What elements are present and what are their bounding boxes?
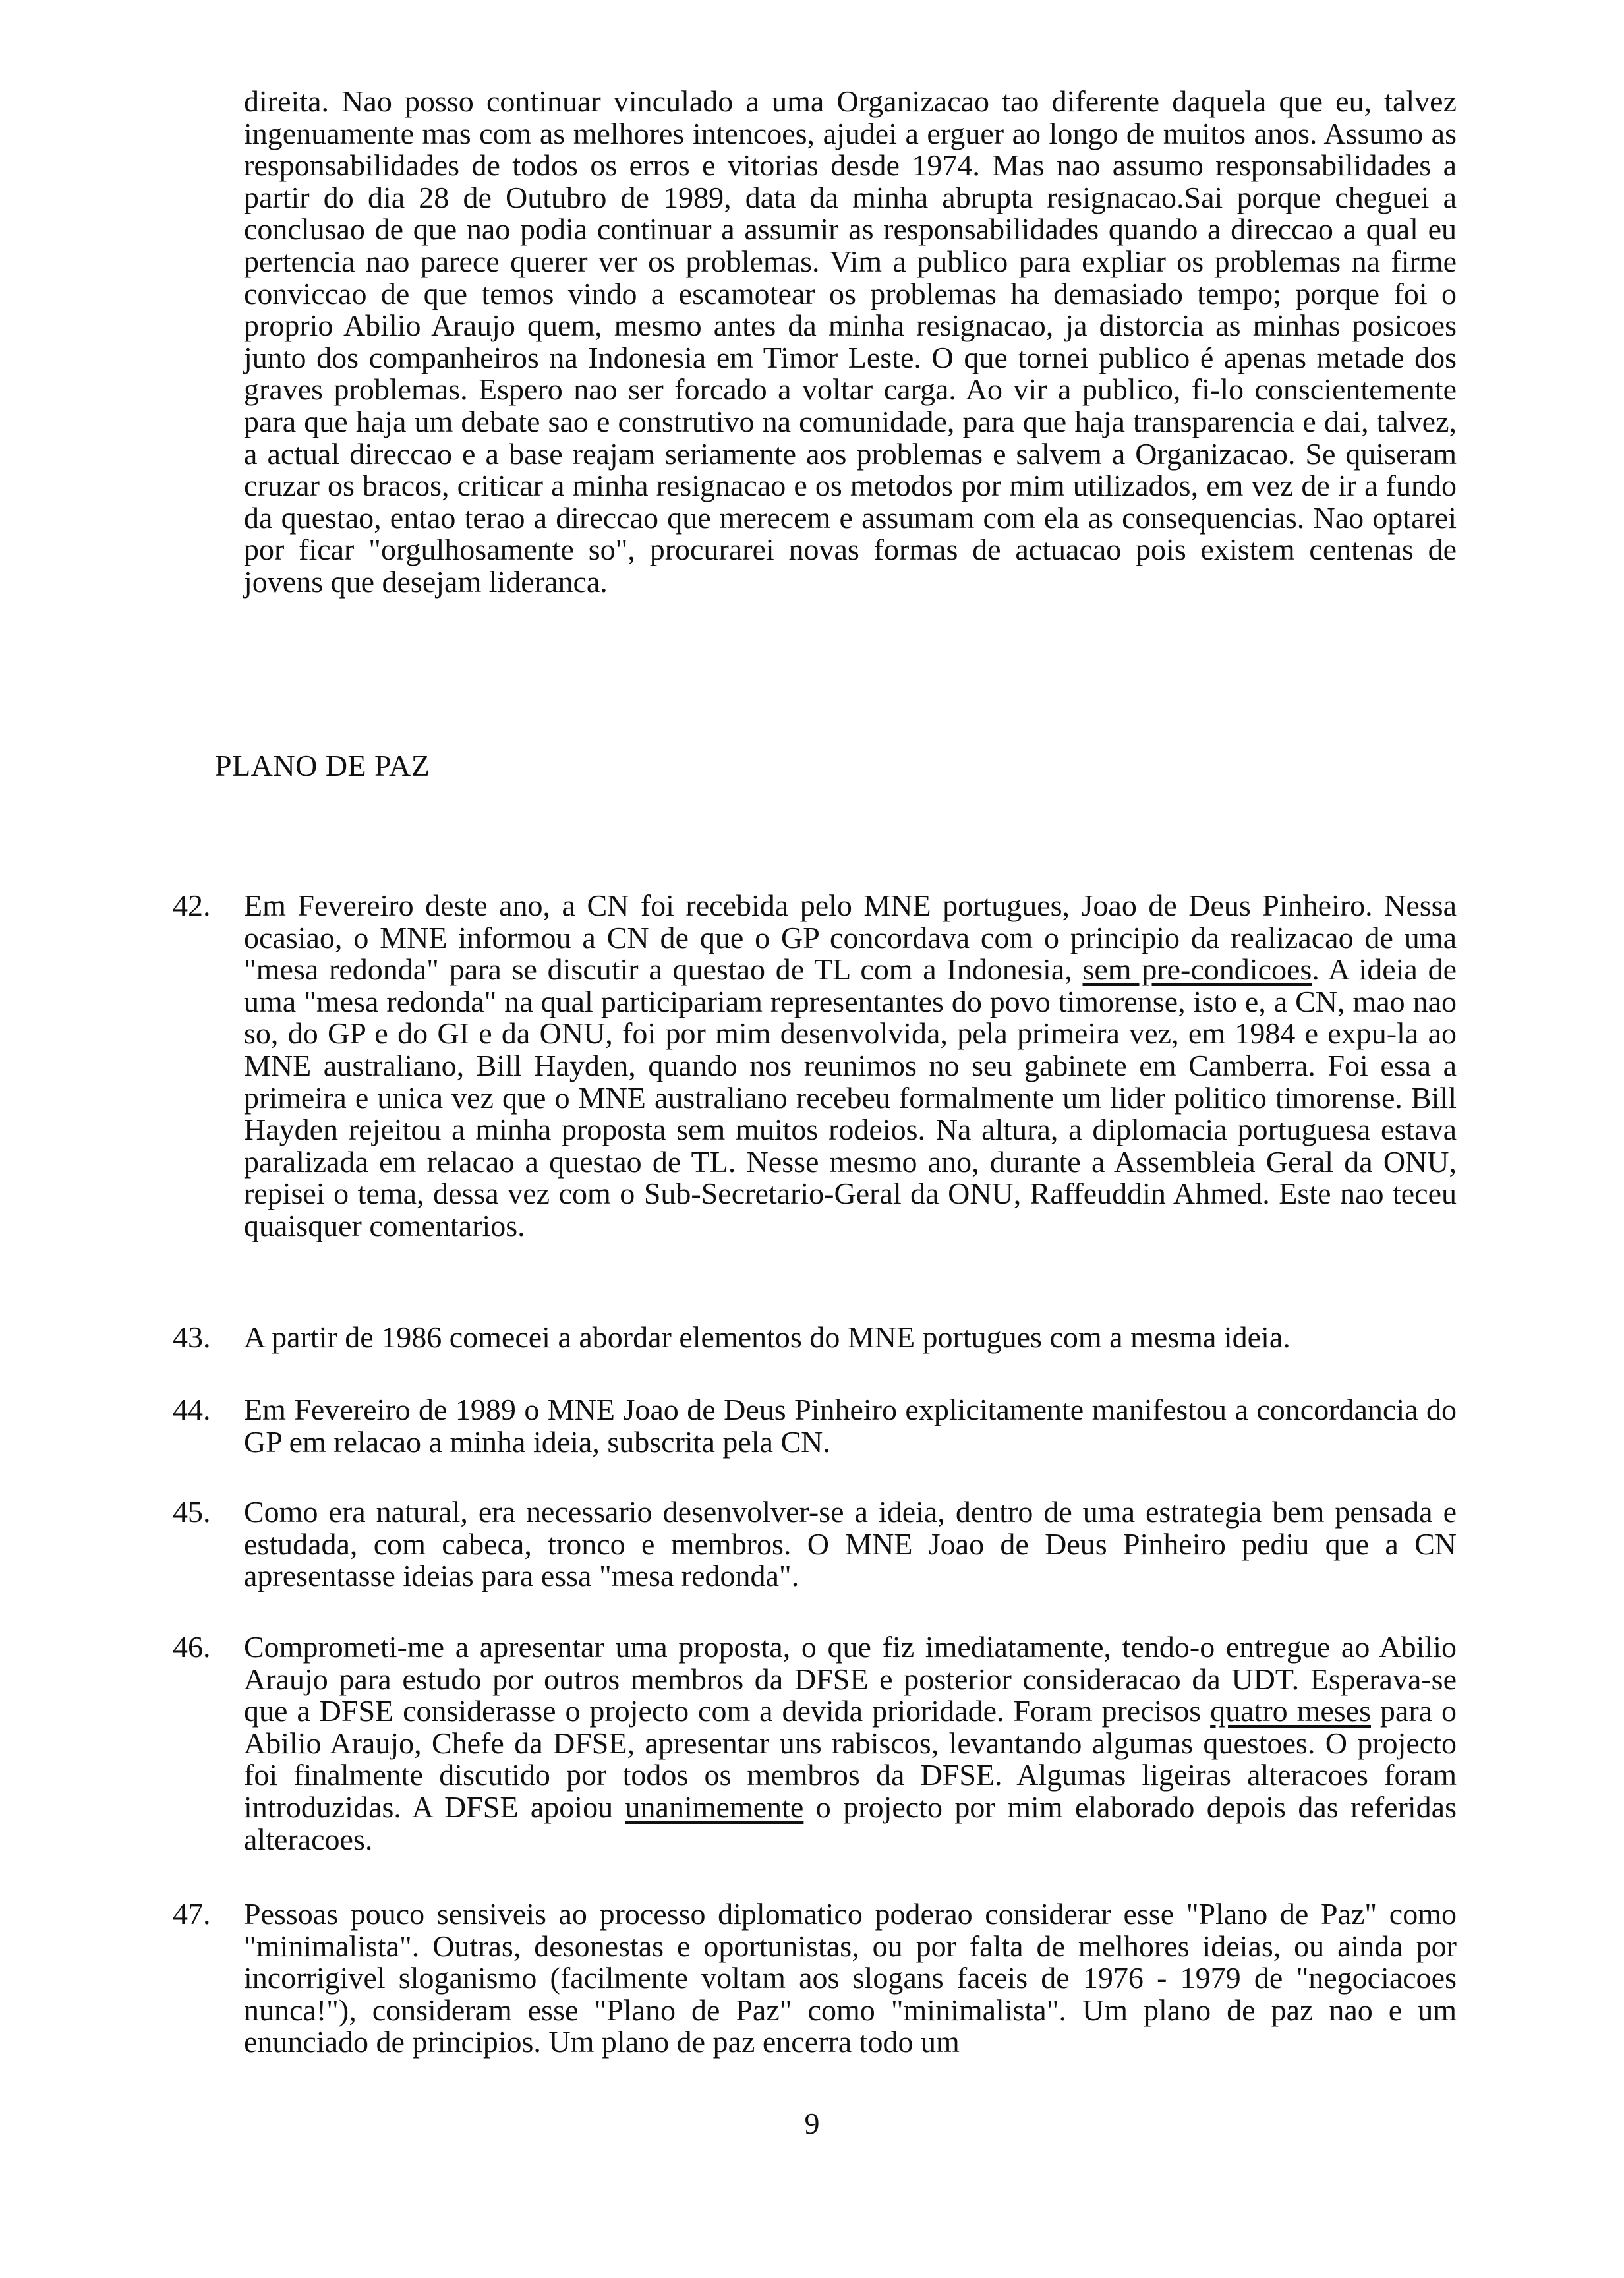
paragraph-text-part: . A ideia de uma "mesa redonda" na qual participariam representantes do povo timorense, isto e, a CN, mao nao so, do GP e do GI e da ONU, foi por mim desenvolvida, pela primeira vez, em 1984 e expu-la ao MNE australiano, Bill Hayden, quando nos reunimos no seu gabinete em Camberra. Foi essa a primeira e unica vez que o MNE australiano recebeu formalmente um lider politico timorense. Bill Hayden rejeitou a minha proposta sem muitos rodeios. Na altura, a diplomacia portuguesa estava paralizada em relacao a questao de TL. Nesse mesmo ano, durante a Assembleia Geral da ONU, repisei o tema, dessa vez com o Sub-Secretario-Geral da ONU, Raffeuddin Ahmed. Este nao teceu quaisquer comentarios. bbox=[244, 952, 1457, 1242]
paragraph-text: Em Fevereiro de 1989 o MNE Joao de Deus Pinheiro explicitamente manifestou a concordancia do GP em relacao a minha ideia, subscrita pela CN. bbox=[244, 1393, 1457, 1459]
underlined-phrase: sem pre-condicoes bbox=[1082, 952, 1312, 987]
underlined-phrase: quatro meses bbox=[1210, 1694, 1371, 1728]
paragraph-number: 44. bbox=[173, 1393, 211, 1426]
section-heading: PLANO DE PAZ bbox=[215, 749, 430, 782]
paragraph-number: 45. bbox=[173, 1495, 211, 1529]
paragraph-text-part: o projecto por mim elaborado depois das referidas alteracoes. bbox=[244, 1790, 1457, 1856]
page-number: 9 bbox=[804, 2107, 820, 2140]
paragraph-text: Como era natural, era necessario desenvolver-se a ideia, dentro de uma estrategia bem pensada e estudada, com cabeca, tronco e membros. O MNE Joao de Deus Pinheiro pediu que a CN apresentasse ideias para essa "mesa redonda". bbox=[244, 1495, 1457, 1593]
paragraph-text bbox=[244, 890, 1457, 1242]
paragraph-text-part: Comprometi-me a apresentar uma proposta, o que fiz imediatamente, tendo-o entregue ao Abilio Araujo para estudo por outros membros da DFSE e posterior consideracao da UDT. Esperava-se que a DFSE considerasse o projecto com a devida prioridade. Foram precisos bbox=[244, 1630, 1457, 1728]
paragraph-text-part: para o Abilio Araujo, Chefe da DFSE, apresentar uns rabiscos, levantando algumas questoes. O projecto foi finalmente discutido por todos os membros da DFSE. Algumas ligeiras alteracoes foram introduzidas. A DFSE apoiou bbox=[244, 1694, 1457, 1824]
paragraph-number: 43. bbox=[173, 1320, 211, 1354]
paragraph-text-part: Em Fevereiro deste ano, a CN foi recebida pelo MNE portugues, Joao de Deus Pinheiro. Nessa ocasiao, o MNE informou a CN de que o GP concordava com o principio da realizacao de uma "mesa redonda" para se discutir a questao de TL com a Indonesia, bbox=[244, 889, 1457, 987]
paragraph-text: Pessoas pouco sensiveis ao processo diplomatico poderao considerar esse "Plano de Paz" como "minimalista". Outras, desonestas e oportunistas, ou por falta de melhores ideias, ou ainda por incorrigivel sloganismo (facilmente voltam aos slogans faceis de 1976 - 1979 de "negociacoes nunca!"), consideram esse "Plano de Paz" como "minimalista". Um plano de paz nao e um enunciado de principios. Um plano de paz encerra todo um bbox=[244, 1897, 1457, 2059]
intro-paragraph: direita. Nao posso continuar vinculado a uma Organizacao tao diferente daquela que eu, talvez ingenuamente mas com as melhores intencoes, ajudei a erguer ao longo de muitos anos. Assumo as responsabilidades de todos os erros e vitorias desde 1974. Mas nao assumo responsabilidades a partir do dia 28 de Outubro de 1989, data da minha abrupta resignacao.Sai porque cheguei a conclusao de que nao podia continuar a assumir as responsabilidades quando a direccao a qual eu pertencia nao parece querer ver os problemas. Vim a publico para expliar os problemas na firme conviccao de que temos vindo a escamotear os problemas ha demasiado tempo; porque foi o proprio Abilio Araujo quem, mesmo antes da minha resignacao, ja distorcia as minhas posicoes junto dos companheiros na Indonesia em Timor Leste. O que tornei publico é apenas metade dos graves problemas. Espero nao ser forcado a voltar carga. Ao vir a publico, fi-lo conscientemente para que haja um debate sao e construtivo na comunidade, para que haja transparencia e dai, talvez, a actual direccao e a base reajam seriamente aos problemas e salvem a Organizacao. Se quiseram cruzar os bracos, criticar a minha resignacao e os metodos por mim utilizados, em vez de ir a fundo da questao, entao terao a direccao que merecem e assumam com ela as consequencias. Nao optarei por ficar "orgulhosamente so", procurarei novas formas de actuacao pois existem centenas de jovens que desejam lideranca. bbox=[244, 84, 1457, 599]
paragraph-number: 46. bbox=[173, 1630, 211, 1664]
paragraph-number: 47. bbox=[173, 1897, 211, 1931]
paragraph-number: 42. bbox=[173, 889, 211, 922]
paragraph-text bbox=[244, 1631, 1457, 1855]
paragraph-text: A partir de 1986 comecei a abordar elementos do MNE portugues com a mesma ideia. bbox=[244, 1320, 1290, 1354]
underlined-phrase: unanimemente bbox=[625, 1790, 804, 1824]
